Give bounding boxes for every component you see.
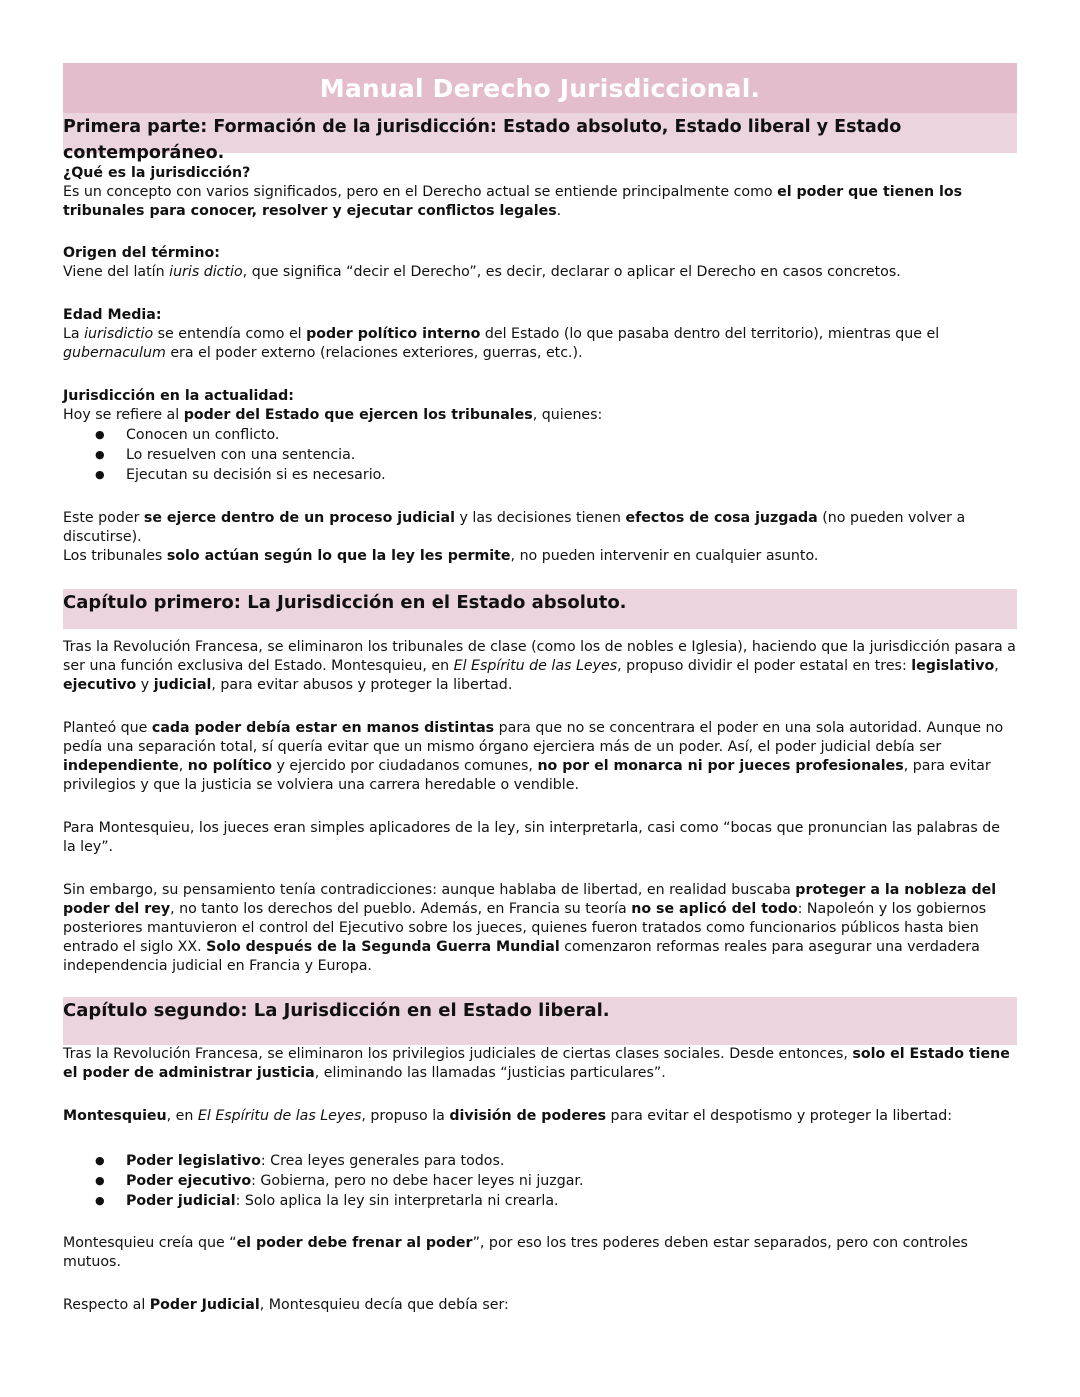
list-item: ● Ejecutan su decisión si es necesario.: [126, 465, 1017, 485]
paragraph: Para Montesquieu, los jueces eran simples aplicadores de la ley, sin interpretarla, casi como “bocas que pronuncian las palabras de la ley”.: [63, 820, 1000, 855]
chapter-heading: Capítulo primero: La Jurisdicción en el Estado absoluto.: [63, 592, 627, 613]
list-item: ● Poder legislativo: Crea leyes generales para todos.: [126, 1151, 1017, 1171]
powers-list: [63, 1151, 1017, 1211]
paragraph: Montesquieu, en El Espíritu de las Leyes, propuso la división de poderes para evitar el despotismo y proteger la libertad:: [63, 1108, 952, 1124]
chapter-heading-band: [63, 589, 1017, 629]
paragraph: Viene del latín iuris dictio, que significa “decir el Derecho”, es decir, declarar o aplicar el Derecho en casos concretos.: [63, 264, 901, 280]
paragraph: Tras la Revolución Francesa, se eliminaron los privilegios judiciales de ciertas clases sociales. Desde entonces, solo el Estado tiene el poder de administrar justicia, eliminando las llamadas “justicias particulares”.: [63, 1046, 1010, 1081]
list-item: ● Conocen un conflicto.: [126, 425, 1017, 445]
section-heading: Edad Media:: [63, 307, 162, 323]
part-heading: Primera parte: Formación de la jurisdicción: Estado absoluto, Estado liberal y Estado contemporáneo.: [63, 117, 902, 163]
paragraph: Respecto al Poder Judicial, Montesquieu decía que debía ser:: [63, 1297, 509, 1313]
section-heading: Origen del término:: [63, 245, 220, 261]
section-heading: Jurisdicción en la actualidad:: [63, 388, 294, 404]
paragraph: La iurisdictio se entendía como el poder político interno del Estado (lo que pasaba dentro del territorio), mientras que el gubernaculum era el poder externo (relaciones exteriores, guerras, etc.).: [63, 326, 940, 361]
paragraph: Tras la Revolución Francesa, se eliminaron los tribunales de clase (como los de nobles e Iglesia), haciendo que la jurisdicción pasara a ser una función exclusiva del Estado. Montesquieu, en El Espíritu de las Leyes, propuso dividir el poder estatal en tres: legislativo, ejecutivo y judicial, para evitar abusos y proteger la libertad.: [63, 639, 1016, 693]
paragraph: Hoy se refiere al poder del Estado que ejercen los tribunales, quienes:: [63, 407, 603, 423]
paragraph: Es un concepto con varios significados, pero en el Derecho actual se entiende principalmente como el poder que tienen los tribunales para conocer, resolver y ejecutar conflictos legales.: [63, 184, 963, 219]
list-item: ● Lo resuelven con una sentencia.: [126, 445, 1017, 465]
section-heading: ¿Qué es la jurisdicción?: [63, 165, 251, 181]
chapter-heading: Capítulo segundo: La Jurisdicción en el Estado liberal.: [63, 1000, 610, 1021]
paragraph: Montesquieu creía que “el poder debe frenar al poder”, por eso los tres poderes deben estar separados, pero con controles mutuos.: [63, 1235, 968, 1270]
paragraph: Sin embargo, su pensamiento tenía contradicciones: aunque hablaba de libertad, en realidad buscaba proteger a la nobleza del poder del rey, no tanto los derechos del pueblo. Además, en Francia su teoría no se aplicó del todo: Napoleón y los gobiernos posteriores mantuvieron el control del Ejecutivo sobre los jueces, quienes fueron tratados como funcionarios públicos hasta bien entrado el siglo XX. Solo después de la Segunda Guerra Mundial comenzaron reformas reales para asegurar una verdadera independencia judicial en Francia y Europa.: [63, 882, 997, 974]
list-item: ● Poder judicial: Solo aplica la ley sin interpretarla ni crearla.: [126, 1191, 1017, 1211]
document-title: Manual Derecho Jurisdiccional.: [319, 73, 761, 103]
document-page: [63, 63, 1017, 1315]
document-title-band: [63, 63, 1017, 113]
paragraph: Los tribunales solo actúan según lo que la ley les permite, no pueden intervenir en cualquier asunto.: [63, 548, 819, 564]
paragraph: Planteó que cada poder debía estar en manos distintas para que no se concentrara el poder en una sola autoridad. Aunque no pedía una separación total, sí quería evitar que un mismo órgano ejerciera más de un poder. Así, el poder judicial debía ser independiente, no político y ejercido por ciudadanos comunes, no por el monarca ni por jueces profesionales, para evitar privilegios y que la justicia se volviera una carrera heredable o vendible.: [63, 720, 1004, 793]
chapter-heading-band: [63, 997, 1017, 1045]
bullet-list: [63, 425, 1017, 485]
list-item: ● Poder ejecutivo: Gobierna, pero no debe hacer leyes ni juzgar.: [126, 1171, 1017, 1191]
part-heading-band: [63, 113, 1017, 163]
paragraph: Este poder se ejerce dentro de un proceso judicial y las decisiones tienen efectos de cosa juzgada (no pueden volver a discutirse).: [63, 510, 966, 545]
